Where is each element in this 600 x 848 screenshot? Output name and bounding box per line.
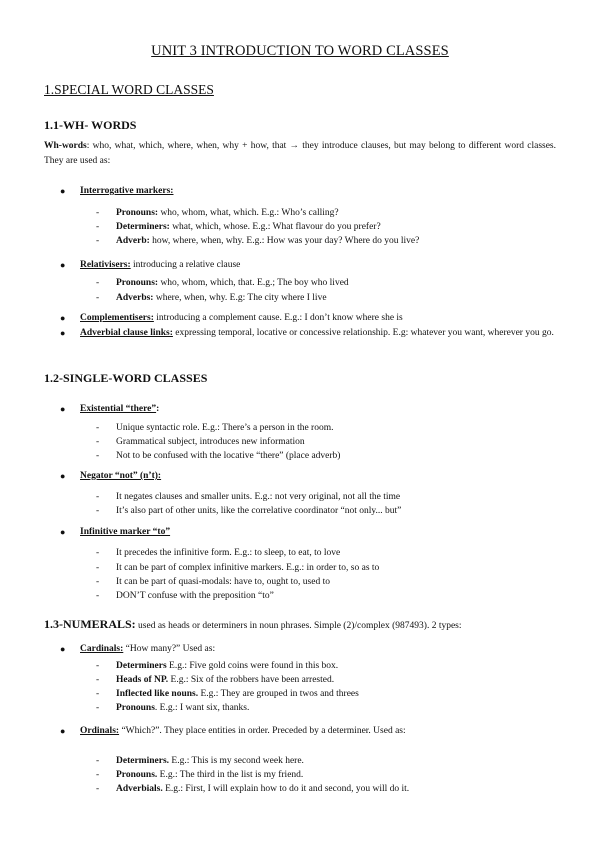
bullet-infinitive-marker-to: ● Infinitive marker “to” <box>60 527 171 537</box>
sub-item-term: Pronouns: <box>116 278 159 288</box>
subsection-heading-wh-words: 1.1-WH- WORDS <box>44 118 137 132</box>
sub-item-term: Pronouns. <box>116 770 158 780</box>
ordinals-label: Ordinals: <box>80 726 120 736</box>
sub-item: - Pronouns. E.g.: I want six, thanks. <box>96 703 250 713</box>
sub-item-text: E.g.: First, I will explain how to do it and second, you will do it. <box>162 784 410 794</box>
sub-item-term: Inflected like nouns. <box>116 689 199 699</box>
sub-item-text: E.g.: Six of the robbers have been arrested. <box>168 675 335 685</box>
sub-item-term: Determiners <box>116 661 167 671</box>
numerals-heading-label: 1.3-NUMERALS: <box>44 617 136 631</box>
sub-item-text: how, where, when, why. E.g.: How was your day? Where do you live? <box>149 236 420 246</box>
sub-item-term: Pronouns: <box>116 208 159 218</box>
wh-words-term: Wh-words <box>44 141 87 151</box>
sub-item: - Adverbs: where, when, why. E.g: The city where I live <box>96 293 327 303</box>
sub-item: - Adverb: how, where, when, why. E.g.: How was your day? Where do you live? <box>96 236 420 246</box>
subsection-heading-single-word-classes: 1.2-SINGLE-WORD CLASSES <box>44 371 208 385</box>
sub-item-term: Adverb: <box>116 236 150 246</box>
sub-item-text: E.g.: This is my second week here. <box>169 756 304 766</box>
sub-item-term: Determiners. <box>116 756 170 766</box>
sub-item-text: who, whom, what, which. E.g.: Who’s calling? <box>158 208 339 218</box>
wh-words-intro-text: : who, what, which, where, when, why + how, that → they introduce clauses, but may belong to different word classes. They are used as: <box>44 141 556 166</box>
sub-item-term: Heads of NP. <box>116 675 169 685</box>
bullet-relativisers: ● Relativisers: introducing a relative clause <box>60 260 241 270</box>
sub-item-text: who, whom, which, that. E.g.; The boy who lived <box>158 278 349 288</box>
sub-item: - Inflected like nouns. E.g.: They are grouped in twos and threes <box>96 689 359 699</box>
sub-item: - It can be part of quasi-modals: have to, ought to, used to <box>96 575 566 589</box>
sub-item-text: E.g.: Five gold coins were found in this box. <box>166 661 339 671</box>
sub-item-text: what, which, whose. E.g.: What flavour do you prefer? <box>169 222 381 232</box>
adverbial-clause-links-label: Adverbial clause links: <box>80 328 173 338</box>
sub-item: - Grammatical subject, introduces new information <box>96 435 566 449</box>
sub-item: - It precedes the infinitive form. E.g.: to sleep, to eat, to love <box>96 546 566 560</box>
numerals-intro-text: used as heads or determiners in noun phrases. Simple (2)/complex (987493). 2 types: <box>135 621 462 631</box>
sub-item-text: It can be part of complex infinitive markers. E.g.: in order to, so as to <box>116 563 380 573</box>
sub-item-text: . E.g.: I want six, thanks. <box>154 703 250 713</box>
sub-item: - Adverbials. E.g.: First, I will explain how to do it and second, you will do it. <box>96 784 410 794</box>
sub-item: - It’s also part of other units, like the correlative coordinator “not only... but” <box>96 504 566 518</box>
sub-item-term: Pronouns <box>116 703 155 713</box>
page-title: UNIT 3 INTRODUCTION TO WORD CLASSES <box>151 43 449 59</box>
bullet-dot: ● <box>60 186 66 196</box>
sub-item-text: where, when, why. E.g: The city where I live <box>153 293 327 303</box>
ordinals-text: “Which?”. They place entities in order. Preceded by a determiner. Used as: <box>119 726 406 736</box>
sub-item-text: It can be part of quasi-modals: have to, ought to, used to <box>116 577 330 587</box>
bullet-existential-there: ● Existential “there”: <box>60 404 160 414</box>
sub-item-text: It negates clauses and smaller units. E.g.: not very original, not all the time <box>116 492 401 502</box>
relativisers-text: introducing a relative clause <box>130 260 241 270</box>
wh-words-intro <box>44 139 556 169</box>
sub-item-text: Unique syntactic role. E.g.: There’s a person in the room. <box>116 423 334 433</box>
sub-item: - Pronouns: who, whom, which, that. E.g.; The boy who lived <box>96 278 349 288</box>
sub-item-text: DON’T confuse with the preposition “to” <box>116 591 274 601</box>
bullet-ordinals: ● Ordinals: “Which?”. They place entities in order. Preceded by a determiner. Used as: <box>60 726 406 736</box>
bullet-cardinals: ● Cardinals: “How many?” Used as: <box>60 644 216 654</box>
cardinals-text: “How many?” Used as: <box>123 644 216 654</box>
sub-item: - Pronouns. E.g.: The third in the list is my friend. <box>96 770 304 780</box>
sub-item-text: It precedes the infinitive form. E.g.: to sleep, to eat, to love <box>116 548 341 558</box>
adverbial-clause-links-text: expressing temporal, locative or concessive relationship. E.g: whatever you want, wherever you go. <box>172 328 554 338</box>
subsection-heading-numerals <box>44 617 462 632</box>
complementisers-text: introducing a complement cause. E.g.: I don’t know where she is <box>153 313 403 323</box>
sub-item-term: Determiners: <box>116 222 170 232</box>
sub-item: - DON’T confuse with the preposition “to” <box>96 589 566 603</box>
sub-item-text: It’s also part of other units, like the correlative coordinator “not only... but” <box>116 506 402 516</box>
sub-item: - Heads of NP. E.g.: Six of the robbers have been arrested. <box>96 675 335 685</box>
sub-item: - Pronouns: who, whom, what, which. E.g.: Who’s calling? <box>96 208 339 218</box>
bullet-adverbial-clause-links: ● Adverbial clause links: expressing temporal, locative or concessive relationship. E.g: whatever you want, wherever you go. <box>60 328 554 338</box>
sub-item: - Unique syntactic role. E.g.: There’s a person in the room. <box>96 421 566 435</box>
section-heading-special-word-classes: 1.SPECIAL WORD CLASSES <box>44 82 214 97</box>
sub-item: - It can be part of complex infinitive markers. E.g.: in order to, so as to <box>96 561 566 575</box>
sub-item-text: E.g.: They are grouped in twos and threes <box>198 689 359 699</box>
complementisers-label: Complementisers: <box>80 313 154 323</box>
sub-item-term: Adverbials. <box>116 784 163 794</box>
bullet-interrogative-markers <box>60 184 560 198</box>
existential-colon: : <box>156 404 160 414</box>
bullet-negator-not: ● Negator “not” (n’t): <box>60 471 162 481</box>
sub-item-text: Not to be confused with the locative “there” (place adverb) <box>116 451 341 461</box>
sub-item-term: Adverbs: <box>116 293 154 303</box>
sub-item-text: Grammatical subject, introduces new information <box>116 437 305 447</box>
infinitive-marker-to-label: Infinitive marker “to” <box>80 527 171 537</box>
sub-item-text: E.g.: The third in the list is my friend. <box>157 770 304 780</box>
sub-item: - Determiners. E.g.: This is my second week here. <box>96 756 304 766</box>
sub-item: - Determiners E.g.: Five gold coins were found in this box. <box>96 661 339 671</box>
sub-item: - Not to be confused with the locative “there” (place adverb) <box>96 449 566 463</box>
existential-there-label: Existential “there” <box>80 404 157 414</box>
sub-item: - It negates clauses and smaller units. E.g.: not very original, not all the time <box>96 490 566 504</box>
relativisers-label: Relativisers: <box>80 260 131 270</box>
negator-not-label: Negator “not” (n’t): <box>80 471 162 481</box>
sub-item: - Determiners: what, which, whose. E.g.: What flavour do you prefer? <box>96 222 381 232</box>
bullet-complementisers: ● Complementisers: introducing a complement cause. E.g.: I don’t know where she is <box>60 313 403 323</box>
cardinals-label: Cardinals: <box>80 644 124 654</box>
interrogative-markers-label: Interrogative markers: <box>80 186 174 196</box>
